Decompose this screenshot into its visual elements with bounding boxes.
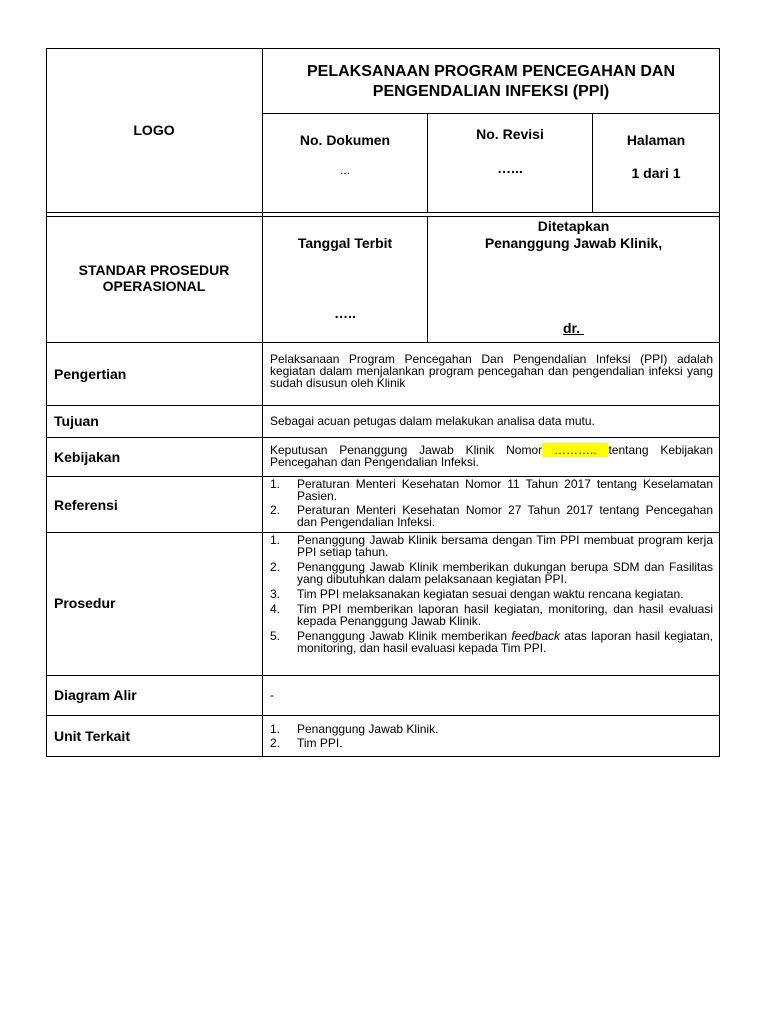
penanggung-jawab-label: Penanggung Jawab Klinik,: [484, 235, 663, 251]
referensi-list: [270, 478, 713, 528]
unit-terkait-label: Unit Terkait: [54, 728, 130, 744]
kebijakan-nomor-highlight: ………..: [542, 443, 609, 457]
no-revisi-label: No. Revisi: [476, 126, 544, 142]
document-title: [263, 62, 719, 102]
prosedur-item-5: [297, 629, 713, 655]
title-line-2: PENGENDALIAN INFEKSI (PPI): [372, 83, 610, 100]
prosedur-item-5-before: Penanggung Jawab Klinik memberikan: [297, 629, 512, 643]
prosedur-item-3: Tim PPI melaksanakan kegiatan sesuai dengan waktu rencana kegiatan.: [297, 587, 684, 601]
list-number: 5.: [270, 629, 281, 643]
prosedur-label: Prosedur: [54, 595, 116, 611]
list-item: [270, 630, 713, 654]
ditetapkan-label: Ditetapkan: [537, 218, 610, 234]
list-item: [270, 588, 713, 600]
sop-title: [46, 262, 262, 294]
referensi-item-2: Peraturan Menteri Kesehatan Nomor 27 Tahun 2017 tentang Pencegahan dan Pengendalian Infeksi.: [297, 503, 713, 529]
logo-placeholder: LOGO: [133, 122, 175, 138]
prosedur-item-4: Tim PPI memberikan laporan hasil kegiatan, monitoring, dan hasil evaluasi kepada Penanggung Jawab Klinik.: [297, 602, 713, 628]
feedback-term: feedback: [511, 629, 561, 643]
sop-line-1: STANDAR PROSEDUR: [78, 262, 230, 278]
list-number: 1.: [270, 722, 281, 736]
prosedur-item-1: Penanggung Jawab Klinik bersama dengan Tim PPI membuat program kerja PPI setiap tahun.: [297, 533, 713, 559]
list-number: 2.: [270, 736, 281, 750]
unit-item-2: Tim PPI.: [297, 736, 343, 750]
list-item: [270, 534, 713, 558]
ditetapkan-block: [428, 218, 719, 252]
halaman-value: 1 dari 1: [631, 165, 681, 181]
no-dokumen-value: ...: [339, 163, 350, 177]
list-number: 2.: [270, 503, 281, 517]
list-number: 2.: [270, 560, 281, 574]
referensi-label: Referensi: [54, 497, 118, 513]
tanggal-terbit-label: Tanggal Terbit: [297, 235, 393, 251]
prosedur-list: [270, 534, 713, 654]
unit-terkait-list: [270, 723, 713, 749]
list-item: [270, 478, 713, 502]
no-dokumen-label: No. Dokumen: [299, 132, 391, 148]
tujuan-text: Sebagai acuan petugas dalam melakukan analisa data mutu.: [270, 414, 595, 428]
list-number: 1.: [270, 533, 281, 547]
list-number: 1.: [270, 477, 281, 491]
list-item: [270, 737, 713, 749]
kebijakan-text-before: Keputusan Penanggung Jawab Klinik Nomor: [270, 443, 543, 457]
kebijakan-text: [270, 444, 713, 468]
diagram-alir-label: Diagram Alir: [54, 687, 137, 703]
signer-name: dr.: [563, 320, 585, 336]
prosedur-item-5-after: atas laporan hasil kegiatan, monitoring, dan hasil evaluasi kepada Tim PPI.: [297, 629, 713, 655]
title-line-1: PELAKSANAAN PROGRAM PENCEGAHAN DAN: [306, 63, 675, 80]
diagram-alir-text: -: [270, 688, 274, 702]
list-item: [270, 504, 713, 528]
list-number: 3.: [270, 587, 281, 601]
list-item: [270, 603, 713, 627]
pengertian-label: Pengertian: [54, 366, 127, 382]
tanggal-terbit-value: …..: [334, 305, 356, 321]
kebijakan-text-after: tentang Kebijakan Pencegahan dan Pengendalian Infeksi.: [270, 443, 714, 469]
prosedur-item-2: Penanggung Jawab Klinik memberikan dukungan berupa SDM dan Fasilitas yang dibutuhkan dalam pelaksanaan kegiatan PPI.: [297, 560, 713, 586]
halaman-label: Halaman: [626, 132, 686, 148]
pengertian-text: Pelaksanaan Program Pencegahan Dan Pengendalian Infeksi (PPI) adalah kegiatan dalam menjalankan program pencegahan dan pengendalian infeksi yang sudah disusun oleh Klinik: [270, 352, 713, 390]
unit-item-1: Penanggung Jawab Klinik.: [297, 722, 439, 736]
list-item: [270, 561, 713, 585]
kebijakan-label: Kebijakan: [54, 449, 121, 465]
no-revisi-value: …...: [497, 160, 523, 176]
list-item: [270, 723, 713, 735]
sop-line-2: OPERASIONAL: [102, 278, 206, 294]
tujuan-label: Tujuan: [54, 413, 99, 429]
list-number: 4.: [270, 602, 281, 616]
referensi-item-1: Peraturan Menteri Kesehatan Nomor 11 Tahun 2017 tentang Keselamatan Pasien.: [297, 477, 713, 503]
